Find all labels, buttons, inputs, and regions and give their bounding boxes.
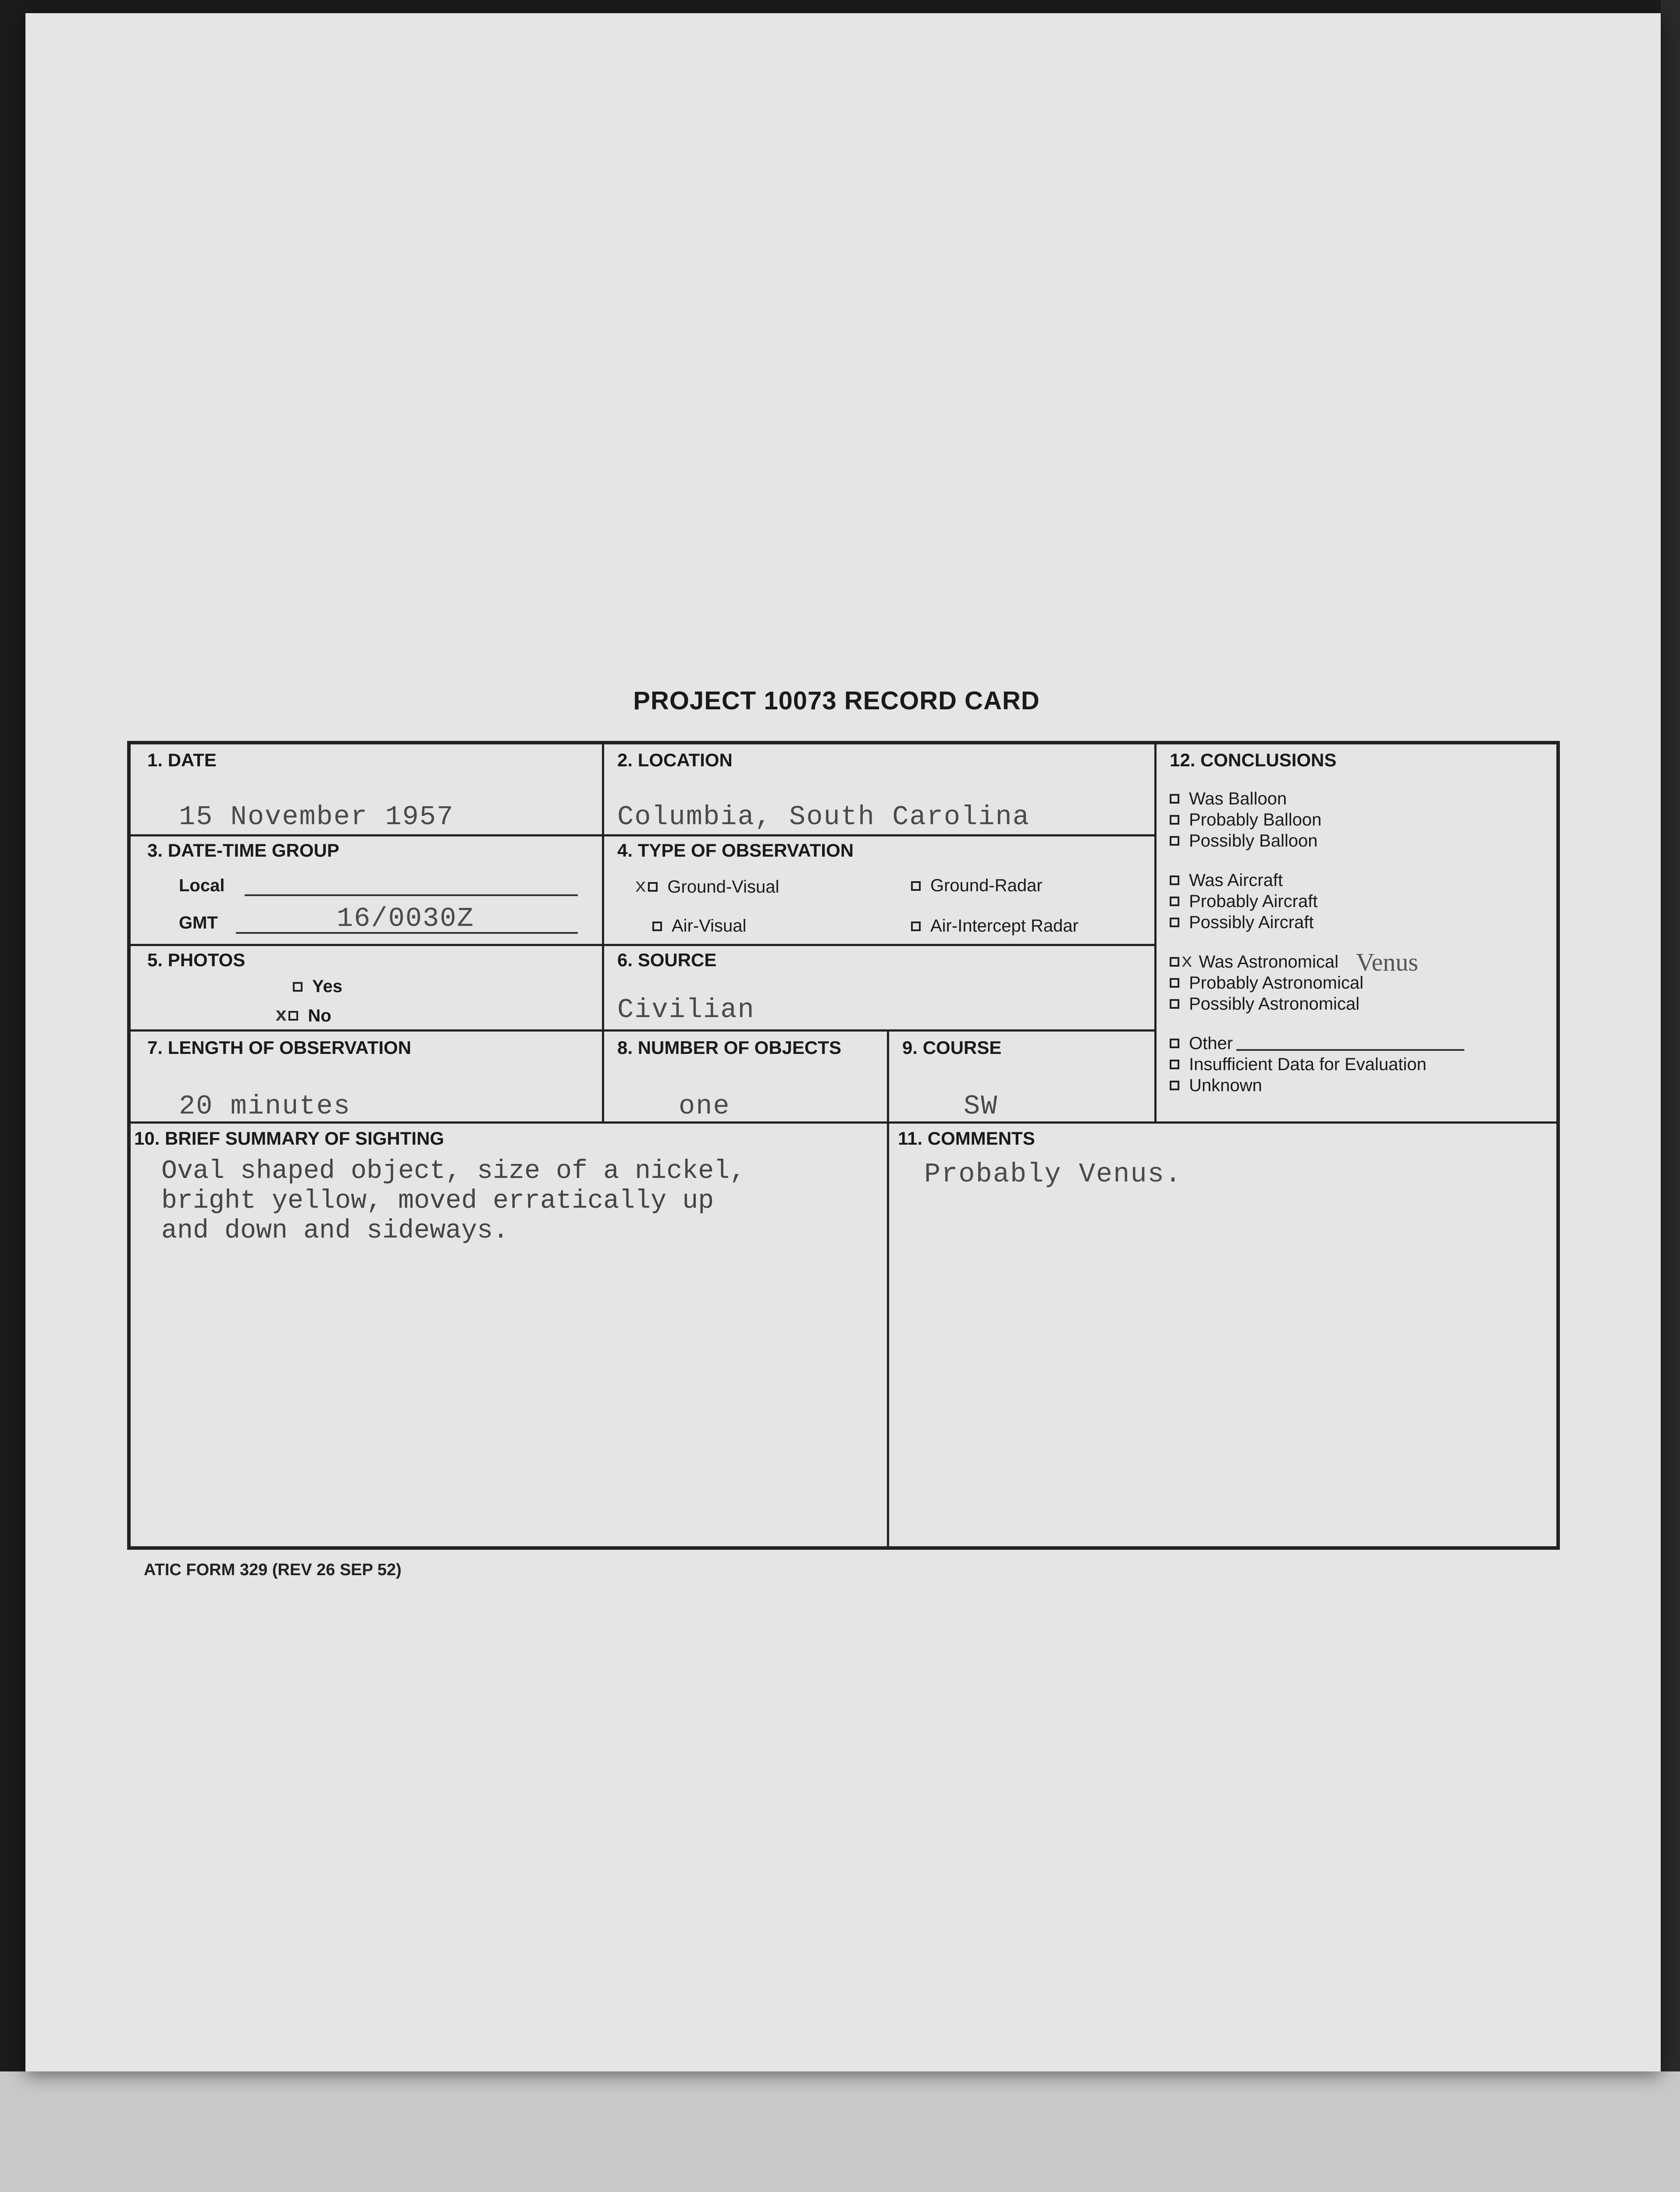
checkbox-icon xyxy=(293,982,303,992)
checkbox-icon xyxy=(1170,897,1179,906)
checkbox-icon xyxy=(1170,815,1179,825)
col-divider-1 xyxy=(602,744,604,1121)
conclusion-unknown[interactable]: Unknown xyxy=(1170,1075,1464,1096)
scratch-marks xyxy=(66,2161,189,2192)
checkbox-icon xyxy=(911,881,921,891)
other-underline xyxy=(1236,1036,1464,1051)
number-of-objects-label: 8. NUMBER OF OBJECTS xyxy=(617,1037,842,1058)
conclusions-list xyxy=(1170,788,1464,1096)
photos-no-option[interactable]: x No xyxy=(275,1005,331,1027)
course-value: SW xyxy=(964,1091,998,1122)
date-time-group-label: 3. DATE-TIME GROUP xyxy=(147,840,339,861)
local-label: Local xyxy=(179,876,225,895)
option-ground-radar[interactable]: Ground-Radar xyxy=(911,876,1043,896)
summary-line: Oval shaped object, size of a nickel, xyxy=(161,1156,746,1186)
checkbox-icon xyxy=(1170,957,1179,967)
col-divider-conclusions xyxy=(1154,744,1157,1121)
comments-value: Probably Venus. xyxy=(924,1159,1182,1190)
conclusion-insufficient-data[interactable]: Insufficient Data for Evaluation xyxy=(1170,1054,1464,1075)
photos-label: 5. PHOTOS xyxy=(147,950,246,970)
gmt-value: 16/0030Z xyxy=(337,903,474,934)
conclusion-other[interactable]: Other xyxy=(1170,1033,1464,1054)
x-mark-icon: x xyxy=(1181,951,1193,973)
checkbox-icon xyxy=(1170,999,1179,1009)
film-top-edge xyxy=(0,0,1680,13)
summary-line: and down and sideways. xyxy=(161,1216,509,1246)
paper-sheet xyxy=(25,13,1661,2071)
card-title: PROJECT 10073 RECORD CARD xyxy=(633,687,1040,715)
source-label: 6. SOURCE xyxy=(617,950,717,970)
checkbox-icon xyxy=(1170,1039,1179,1048)
row-divider-1 xyxy=(131,834,1154,836)
background-strip xyxy=(0,2071,1680,2192)
checkbox-icon xyxy=(288,1011,298,1021)
location-value: Columbia, South Carolina xyxy=(617,801,1030,833)
number-of-objects-value: one xyxy=(679,1091,730,1122)
conclusion-probably-aircraft[interactable]: Probably Aircraft xyxy=(1170,891,1464,912)
conclusion-was-astronomical[interactable]: x Was Astronomical Venus xyxy=(1170,951,1464,972)
checkbox-icon xyxy=(1170,794,1179,804)
length-value: 20 minutes xyxy=(179,1091,351,1122)
option-air-visual[interactable]: Air-Visual xyxy=(652,916,746,936)
col-divider-course xyxy=(887,1029,889,1547)
comments-label: 11. COMMENTS xyxy=(898,1128,1035,1149)
checkbox-icon xyxy=(1170,978,1179,988)
conclusions-gap xyxy=(1170,851,1464,870)
x-mark-icon: x xyxy=(635,876,647,898)
option-ground-visual[interactable]: x Ground-Visual xyxy=(635,876,779,898)
checkbox-icon xyxy=(652,922,662,931)
conclusion-possibly-astronomical[interactable]: Possibly Astronomical xyxy=(1170,993,1464,1014)
conclusion-possibly-aircraft[interactable]: Possibly Aircraft xyxy=(1170,912,1464,933)
conclusion-probably-balloon[interactable]: Probably Balloon xyxy=(1170,809,1464,830)
summary-text xyxy=(161,1156,745,1246)
checkbox-icon xyxy=(1170,875,1179,885)
conclusions-label: 12. CONCLUSIONS xyxy=(1170,750,1337,770)
date-label: 1. DATE xyxy=(147,750,217,770)
conclusion-probably-astronomical[interactable]: Probably Astronomical xyxy=(1170,972,1464,993)
x-mark-icon: x xyxy=(275,1005,287,1027)
course-label: 9. COURSE xyxy=(902,1037,1002,1058)
location-label: 2. LOCATION xyxy=(617,750,733,770)
conclusions-gap xyxy=(1170,933,1464,951)
type-of-observation-label: 4. TYPE OF OBSERVATION xyxy=(617,840,854,861)
gmt-label: GMT xyxy=(179,913,218,932)
handwritten-note: Venus xyxy=(1356,947,1418,976)
checkbox-icon xyxy=(911,922,921,931)
row-divider-3 xyxy=(131,1029,1154,1032)
summary-label: 10. BRIEF SUMMARY OF SIGHTING xyxy=(134,1128,445,1149)
length-label: 7. LENGTH OF OBSERVATION xyxy=(147,1037,412,1058)
checkbox-icon xyxy=(1170,918,1179,927)
form-identifier: ATIC FORM 329 (REV 26 SEP 52) xyxy=(144,1561,402,1579)
source-value: Civilian xyxy=(617,994,755,1025)
photos-yes-option[interactable]: Yes xyxy=(293,977,342,996)
checkbox-icon xyxy=(1170,836,1179,846)
date-value: 15 November 1957 xyxy=(179,801,454,833)
local-underline xyxy=(245,894,578,896)
film-right-edge xyxy=(1661,0,1680,2104)
conclusions-gap xyxy=(1170,1014,1464,1033)
checkbox-icon xyxy=(1170,1060,1179,1069)
conclusion-was-balloon[interactable]: Was Balloon xyxy=(1170,788,1464,809)
summary-line: bright yellow, moved erratically up xyxy=(161,1186,714,1216)
checkbox-icon xyxy=(648,882,658,892)
option-air-intercept-radar[interactable]: Air-Intercept Radar xyxy=(911,916,1078,936)
conclusion-was-aircraft[interactable]: Was Aircraft xyxy=(1170,870,1464,891)
row-divider-2 xyxy=(131,944,1154,946)
checkbox-icon xyxy=(1170,1081,1179,1090)
conclusion-possibly-balloon[interactable]: Possibly Balloon xyxy=(1170,830,1464,851)
record-card xyxy=(127,741,1560,1550)
film-left-edge xyxy=(0,0,25,2104)
